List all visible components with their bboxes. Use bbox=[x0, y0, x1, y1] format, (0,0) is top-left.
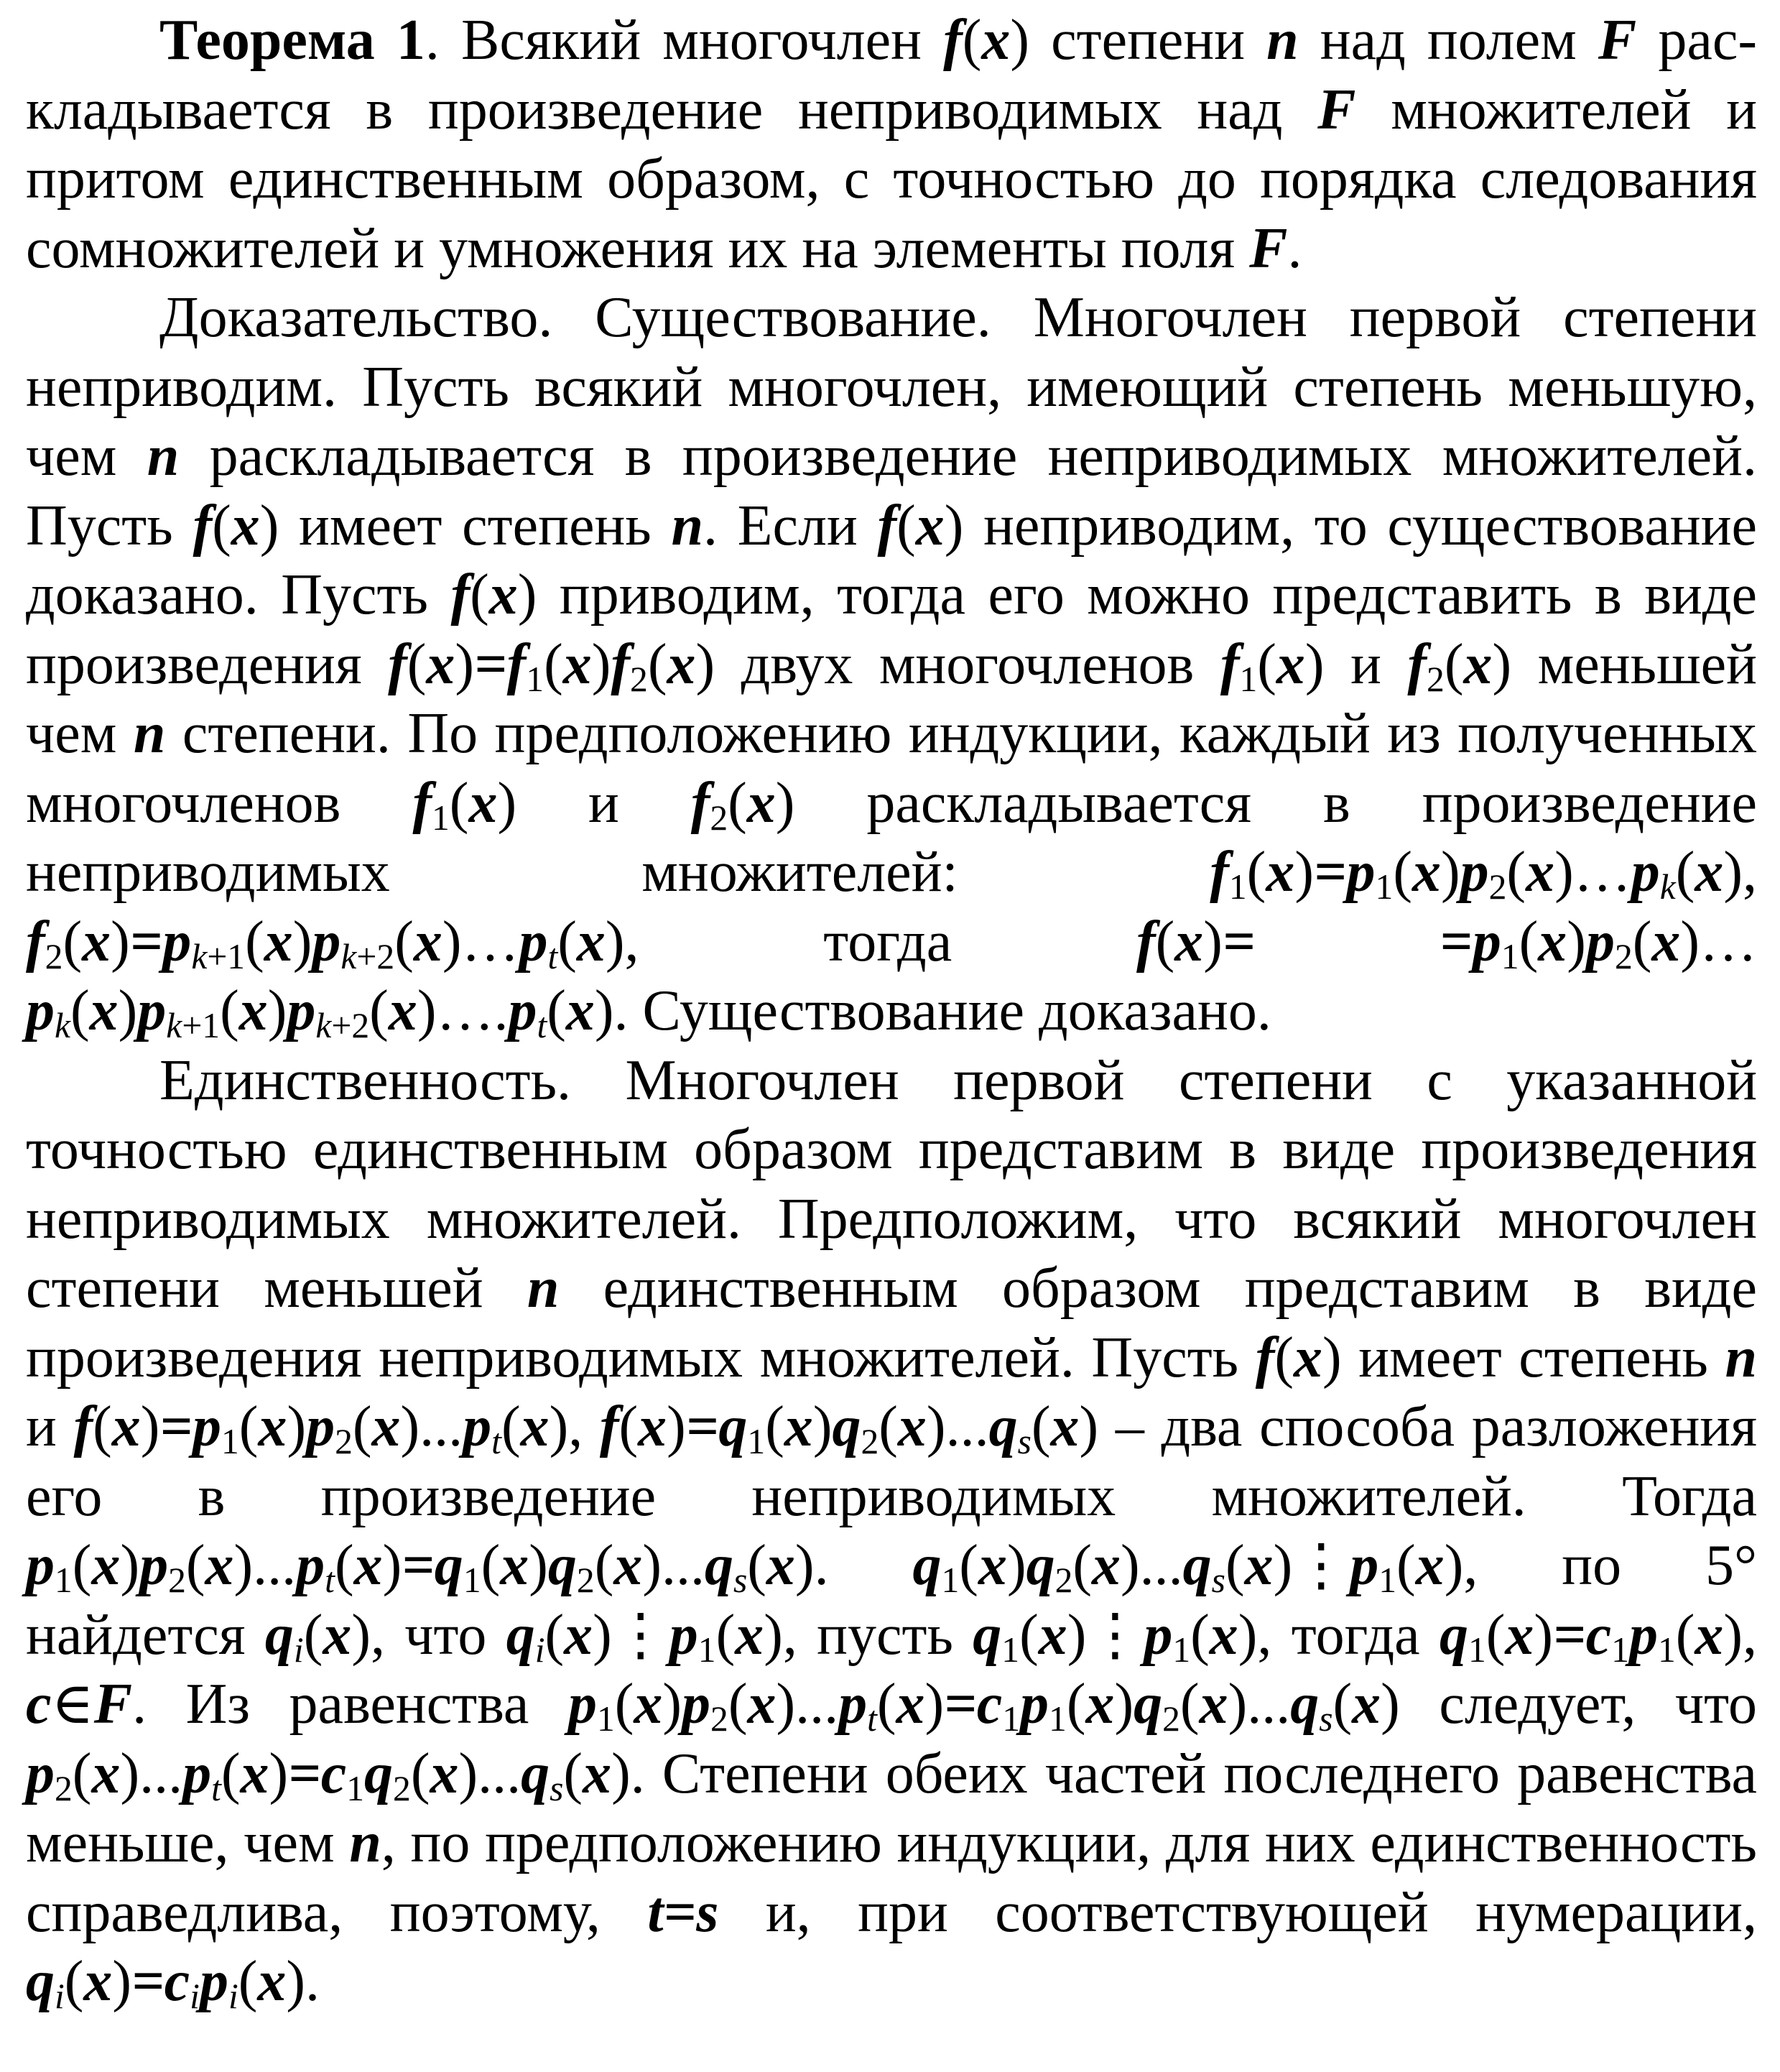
uniqueness-text: . Из равенства bbox=[132, 1673, 568, 1736]
uniqueness-text: , по предположению индукции, для них единственность справедлива, поэтому, bbox=[26, 1811, 1757, 1944]
var-n: n bbox=[133, 702, 166, 765]
var-n: n bbox=[1266, 9, 1299, 72]
theorem-text: множителей и притом единственным образом, с точностью до порядка следования сомножителей и умножения их на элементы поля bbox=[26, 78, 1758, 280]
var-F: F bbox=[1249, 216, 1288, 280]
uniqueness-text: . bbox=[814, 1534, 913, 1597]
uniqueness-text: , по 5° найдется bbox=[26, 1534, 1757, 1667]
formula-f-full: $f(x)= =p_1(x)p_2(x)\dots p_k(x)p_{k+1}(x)p_{k+2}(x)\dots.p_t(x)$ bbox=[26, 910, 1758, 1045]
theorem-text: над полем bbox=[1298, 9, 1598, 72]
text-block bbox=[26, 6, 1757, 2017]
existence-text: раскладывается в произведение неприводимых множителей: bbox=[26, 771, 1758, 904]
var-n: n bbox=[671, 494, 703, 558]
formula-fx: f(x) bbox=[877, 494, 964, 558]
formula-t-eq-s: t=s bbox=[647, 1880, 719, 1944]
theorem-label: Теорема 1 bbox=[159, 9, 425, 72]
theorem-text: . Всякий многочлен bbox=[425, 9, 944, 72]
existence-text: , тогда bbox=[624, 910, 1136, 973]
existence-text: . Существование доказано. bbox=[613, 979, 1271, 1042]
formula-q1-div: $q_1(x)⋮p_1(x)$ bbox=[973, 1603, 1258, 1670]
existence-text: . Если bbox=[703, 494, 878, 558]
existence-text: меньшей чем bbox=[26, 632, 1757, 765]
existence-text: , bbox=[1743, 841, 1757, 904]
formula-decomp-q: $f(x)=q_1(x)q_2(x)...q_s(x)$ bbox=[599, 1395, 1099, 1461]
existence-text: и bbox=[516, 771, 691, 835]
uniqueness-text: , что bbox=[370, 1603, 506, 1667]
uniqueness-text: – два способа разложения его в произведение неприводимых множителей. Тогда bbox=[26, 1395, 1757, 1528]
existence-paragraph bbox=[26, 283, 1757, 1046]
theorem-paragraph: Теорема 1. Всякий многочлен f(x) степени n над полем F раскладывается в произведение неприводимых над F множителей и притом единственным образом, с точностью до порядка следования сомножителей и умножения их на элементы поля F. bbox=[26, 9, 1758, 280]
formula-q1-eq: $q_1(x)=c_1p_1(x)$ bbox=[1439, 1603, 1743, 1670]
formula-product-f: $f(x)=f_1(x)f_2(x)$ bbox=[388, 632, 715, 699]
var-F: F bbox=[1598, 9, 1637, 72]
existence-text: степени. По предположению индукции, каждый из полученных многочленов bbox=[26, 702, 1758, 835]
formula-qi-final: $q_i(x)=c_ip_i(x)$ bbox=[26, 1950, 305, 2016]
uniqueness-text: . Степени обеих частей последнего равенства меньше, чем bbox=[26, 1742, 1757, 1874]
uniqueness-text: следует, что bbox=[1399, 1673, 1758, 1736]
formula-fx: f(x) bbox=[1255, 1326, 1342, 1389]
uniqueness-text: , тогда bbox=[1257, 1603, 1440, 1667]
theorem-text: . bbox=[1287, 216, 1302, 280]
var-n: n bbox=[349, 1811, 381, 1874]
uniqueness-text: , пусть bbox=[782, 1603, 973, 1667]
uniqueness-paragraph bbox=[26, 1046, 1757, 2017]
var-n: n bbox=[527, 1257, 560, 1320]
uniqueness-text: , bbox=[1743, 1603, 1758, 1667]
uniqueness-text: . bbox=[305, 1950, 320, 2013]
uniqueness-text: имеет степень bbox=[1341, 1326, 1725, 1389]
formula-f1x: $f_1(x)$ bbox=[1220, 632, 1325, 699]
formula-f1x: $f_1(x)$ bbox=[412, 771, 517, 838]
formula-c-in-F: c∈F bbox=[26, 1673, 133, 1736]
uniqueness-text: и bbox=[26, 1395, 74, 1458]
var-n: n bbox=[147, 425, 180, 488]
formula-decomp-p: $f(x)=p_1(x)p_2(x)...p_t(x)$ bbox=[73, 1395, 569, 1461]
uniqueness-text: единственным образом представим в виде произведения неприводимых множителей. Пусть bbox=[26, 1257, 1757, 1389]
formula-eq-pq: $p_1(x)p_2(x)...p_t(x)=q_1(x)q_2(x)...q_s(x)$ bbox=[26, 1534, 815, 1600]
formula-f1-expand: $f_1(x)=p_1(x)p_2(x)\dots p_k(x)$ bbox=[1210, 841, 1743, 907]
formula-qi-div: $q_i(x)⋮p_1(x)$ bbox=[506, 1603, 783, 1670]
uniqueness-text: , bbox=[568, 1395, 600, 1458]
formula-eq-reduced: $p_2(x)...p_t(x)=c_1q_2(x)...q_s(x)$ bbox=[26, 1742, 631, 1808]
formula-qi: $q_i(x)$ bbox=[264, 1603, 371, 1670]
formula-fx: f(x) bbox=[943, 9, 1029, 72]
formula-fx: f(x) bbox=[450, 563, 537, 626]
uniqueness-text: Единственность. Многочлен первой степени с указанной точностью единственным образом представим в виде произведения неприводимых множителей. Предположим, что всякий многочлен степени меньшей bbox=[26, 1048, 1757, 1320]
theorem-text: степени bbox=[1029, 9, 1267, 72]
var-n: n bbox=[1725, 1326, 1758, 1389]
var-F: F bbox=[1317, 78, 1356, 142]
existence-text: Доказательство. Существование. Многочлен первой степени неприводим. Пусть всякий многочлен, имеющий степень меньшую, чем bbox=[26, 286, 1757, 488]
formula-fx: f(x) bbox=[193, 494, 279, 558]
existence-text: двух многочленов bbox=[715, 632, 1220, 696]
formula-f2-expand: $f_2(x)=p_{k+1}(x)p_{k+2}(x)\dots p_t(x)$ bbox=[26, 910, 625, 976]
existence-text: неприводим, то существование доказано. Пусть bbox=[26, 494, 1758, 626]
existence-text: имеет степень bbox=[279, 494, 672, 558]
formula-f2x: $f_2(x)$ bbox=[690, 771, 795, 838]
existence-text: и bbox=[1324, 632, 1408, 696]
formula-eq-c: $p_1(x)p_2(x)...p_t(x)=c_1p_1(x)q_2(x)...q_s(x)$ bbox=[567, 1673, 1400, 1739]
uniqueness-text: и, при соответствующей нумерации, bbox=[718, 1880, 1757, 1944]
formula-div-q-p1: $q_1(x)q_2(x)...q_s(x)⋮p_1(x)$ bbox=[912, 1534, 1464, 1600]
formula-f2x: $f_2(x)$ bbox=[1407, 632, 1512, 699]
existence-text: приводим, тогда его можно представить в виде произведения bbox=[26, 563, 1757, 696]
existence-text: раскладывается в произведение неприводимых множителей. Пусть bbox=[26, 425, 1757, 558]
